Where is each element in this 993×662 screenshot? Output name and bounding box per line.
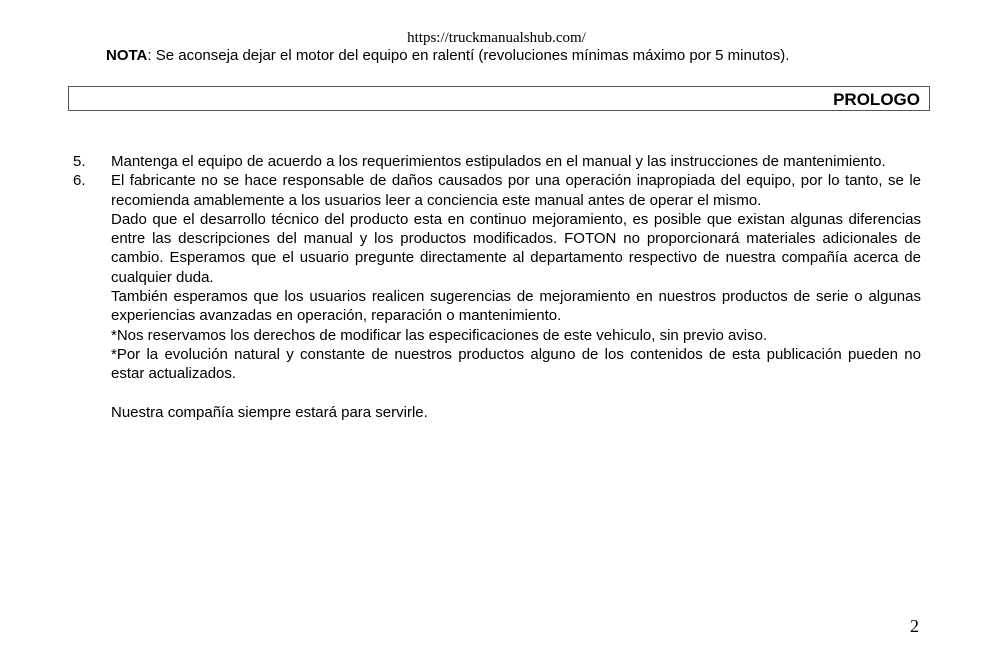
note-text: : Se aconseja dejar el motor del equipo en ralentí (revoluciones mínimas máximo por 5 minutos). [147,47,790,64]
section-title: PROLOGO [833,90,920,109]
note-label: NOTA [106,47,148,64]
list-item-6 [73,171,921,383]
list-item-number: 5. [73,153,86,170]
paragraph: Dado que el desarrollo técnico del producto esta en continuo mejoramiento, es posible que existan algunas diferencias entre las descripciones del manual y los productos modificados. FOTON no proporcionará materiales adicionales de cambio. Esperamos que el usuario pregunte directamente al departamento respectivo de nuestra compañía acerca de cualquier duda. [111,210,921,286]
document-body [73,152,921,422]
spacer [73,384,921,403]
list-item-5 [73,152,921,171]
closing-line: Nuestra compañía siempre estará para servirle. [111,403,428,421]
page-number: 2 [910,616,919,636]
section-title-box [68,86,930,111]
paragraph: El fabricante no se hace responsable de daños causados por una operación inapropiada del equipo, por lo tanto, se le recomienda amablemente a los usuarios leer a conciencia este manual antes de operar el mismo. [111,172,921,209]
note-line [106,47,789,65]
paragraph: *Nos reservamos los derechos de modificar las especificaciones de este vehiculo, sin previo aviso. [111,326,768,344]
paragraph: También esperamos que los usuarios realicen sugerencias de mejoramiento en nuestros productos de serie o algunas experiencias avanzadas en operación, reparación o mantenimiento. [111,288,921,325]
paragraph: Mantenga el equipo de acuerdo a los requerimientos estipulados en el manual y las instrucciones de mantenimiento. [111,153,886,170]
paragraph: *Por la evolución natural y constante de nuestros productos alguno de los contenidos de esta publicación pueden no estar actualizados. [111,345,921,383]
source-url[interactable]: https://truckmanualshub.com/ [407,30,586,46]
list-item-number: 6. [73,172,86,190]
